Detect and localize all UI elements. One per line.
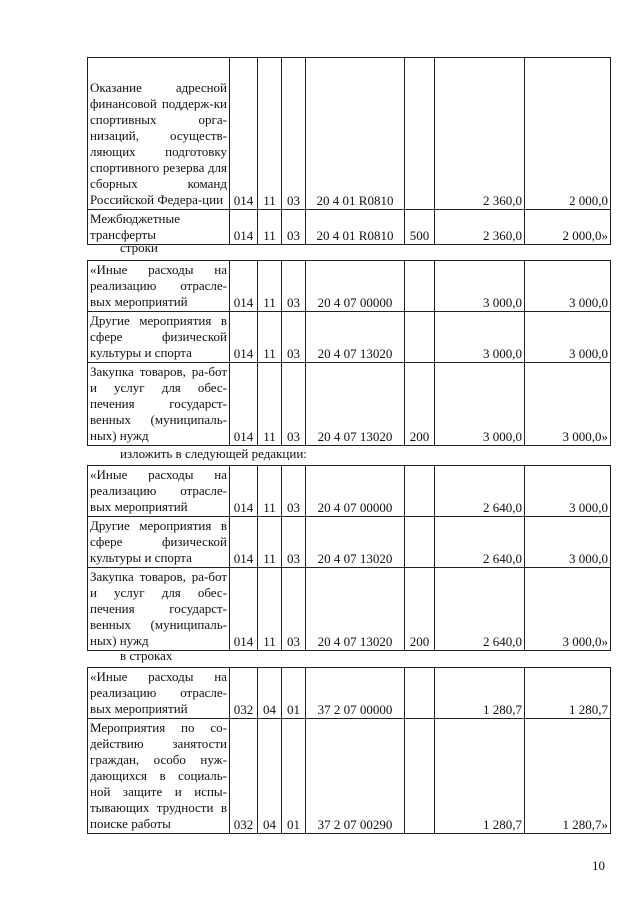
row-csr: 37 2 07 00000 (306, 668, 405, 719)
row-gr: 014 (230, 363, 258, 446)
row-vr (405, 312, 435, 363)
row-sum-2: 3 000,0 (525, 261, 611, 312)
row-vr (405, 466, 435, 517)
row-sum-1: 3 000,0 (435, 312, 525, 363)
row-sum-1: 1 280,7 (435, 719, 525, 834)
row-rz: 11 (258, 312, 282, 363)
row-gr: 014 (230, 58, 258, 210)
row-csr: 20 4 07 00000 (306, 261, 405, 312)
row-sum-1: 2 360,0 (435, 58, 525, 210)
row-sum-2: 1 280,7» (525, 719, 611, 834)
row-rz: 04 (258, 719, 282, 834)
row-name: «Иные расходы на реализацию отрасле-вых мероприятий (88, 668, 230, 719)
row-csr: 20 4 07 13020 (306, 312, 405, 363)
row-sum-2: 2 000,0 (525, 58, 611, 210)
row-rz: 11 (258, 58, 282, 210)
table-row (88, 466, 611, 517)
row-name: Межбюджетные трансферты (88, 210, 230, 245)
row-sum-1: 3 000,0 (435, 363, 525, 446)
row-gr: 032 (230, 668, 258, 719)
row-sum-2: 3 000,0 (525, 517, 611, 568)
budget-table-4 (87, 667, 611, 834)
row-pr: 03 (282, 58, 306, 210)
row-sum-2: 1 280,7 (525, 668, 611, 719)
row-csr: 20 4 07 13020 (306, 363, 405, 446)
row-vr (405, 58, 435, 210)
row-gr: 014 (230, 312, 258, 363)
row-vr: 200 (405, 568, 435, 651)
row-sum-1: 2 360,0 (435, 210, 525, 245)
row-rz: 11 (258, 261, 282, 312)
row-csr: 20 4 07 13020 (306, 568, 405, 651)
row-gr: 032 (230, 719, 258, 834)
table-row (88, 210, 611, 245)
row-pr: 03 (282, 312, 306, 363)
row-pr: 03 (282, 466, 306, 517)
row-rz: 04 (258, 668, 282, 719)
row-csr: 20 4 07 13020 (306, 517, 405, 568)
row-pr: 03 (282, 210, 306, 245)
row-csr: 20 4 01 R0810 (306, 210, 405, 245)
row-name: Другие мероприятия в сфере физической культуры и спорта (88, 517, 230, 568)
row-pr: 01 (282, 719, 306, 834)
table-row (88, 58, 611, 210)
row-name: Другие мероприятия в сфере физической культуры и спорта (88, 312, 230, 363)
row-name: Мероприятия по со-действию занятости граждан, особо нуж-дающихся в социаль-ной защите и испы-тывающих трудности в поиске работы (88, 719, 230, 834)
table-row (88, 312, 611, 363)
row-vr (405, 517, 435, 568)
page-number: 10 (592, 858, 605, 873)
row-rz: 11 (258, 466, 282, 517)
row-vr (405, 668, 435, 719)
budget-table-3 (87, 465, 611, 651)
row-gr: 014 (230, 466, 258, 517)
row-sum-1: 3 000,0 (435, 261, 525, 312)
row-sum-2: 3 000,0» (525, 363, 611, 446)
row-sum-2: 3 000,0 (525, 312, 611, 363)
row-csr: 20 4 07 00000 (306, 466, 405, 517)
row-sum-2: 3 000,0» (525, 568, 611, 651)
table-row (88, 363, 611, 446)
row-csr: 20 4 01 R0810 (306, 58, 405, 210)
row-pr: 01 (282, 668, 306, 719)
row-name: Оказание адресной финансовой поддерж-ки спортивных орга-низаций, осуществ-ляющих подготовку спортивного резерва для сборных команд Российской Федера-ции (88, 58, 230, 210)
row-name: Закупка товаров, ра-бот и услуг для обес-печения государст-венных (муниципаль-ных) нужд (88, 568, 230, 651)
row-pr: 03 (282, 261, 306, 312)
caption-in-rows: в строках (120, 648, 173, 663)
row-sum-2: 3 000,0 (525, 466, 611, 517)
table-row (88, 719, 611, 834)
caption-rows: строки (120, 240, 158, 255)
row-vr (405, 719, 435, 834)
table-row (88, 517, 611, 568)
row-sum-2: 2 000,0» (525, 210, 611, 245)
table-row (88, 568, 611, 651)
row-rz: 11 (258, 568, 282, 651)
row-gr: 014 (230, 517, 258, 568)
row-vr: 500 (405, 210, 435, 245)
row-csr: 37 2 07 00290 (306, 719, 405, 834)
row-name: «Иные расходы на реализацию отрасле-вых мероприятий (88, 261, 230, 312)
caption-new-edition: изложить в следующей редакции: (120, 446, 307, 461)
row-gr: 014 (230, 261, 258, 312)
row-gr: 014 (230, 210, 258, 245)
row-name: «Иные расходы на реализацию отрасле-вых мероприятий (88, 466, 230, 517)
row-pr: 03 (282, 568, 306, 651)
row-sum-1: 2 640,0 (435, 466, 525, 517)
budget-table-1 (87, 57, 611, 245)
row-sum-1: 2 640,0 (435, 568, 525, 651)
row-vr (405, 261, 435, 312)
budget-table-2 (87, 260, 611, 446)
table-row (88, 261, 611, 312)
row-rz: 11 (258, 210, 282, 245)
table-row (88, 668, 611, 719)
row-rz: 11 (258, 517, 282, 568)
row-rz: 11 (258, 363, 282, 446)
row-sum-1: 1 280,7 (435, 668, 525, 719)
row-gr: 014 (230, 568, 258, 651)
row-name: Закупка товаров, ра-бот и услуг для обес-печения государст-венных (муниципаль-ных) нужд (88, 363, 230, 446)
row-pr: 03 (282, 517, 306, 568)
row-vr: 200 (405, 363, 435, 446)
row-sum-1: 2 640,0 (435, 517, 525, 568)
row-pr: 03 (282, 363, 306, 446)
